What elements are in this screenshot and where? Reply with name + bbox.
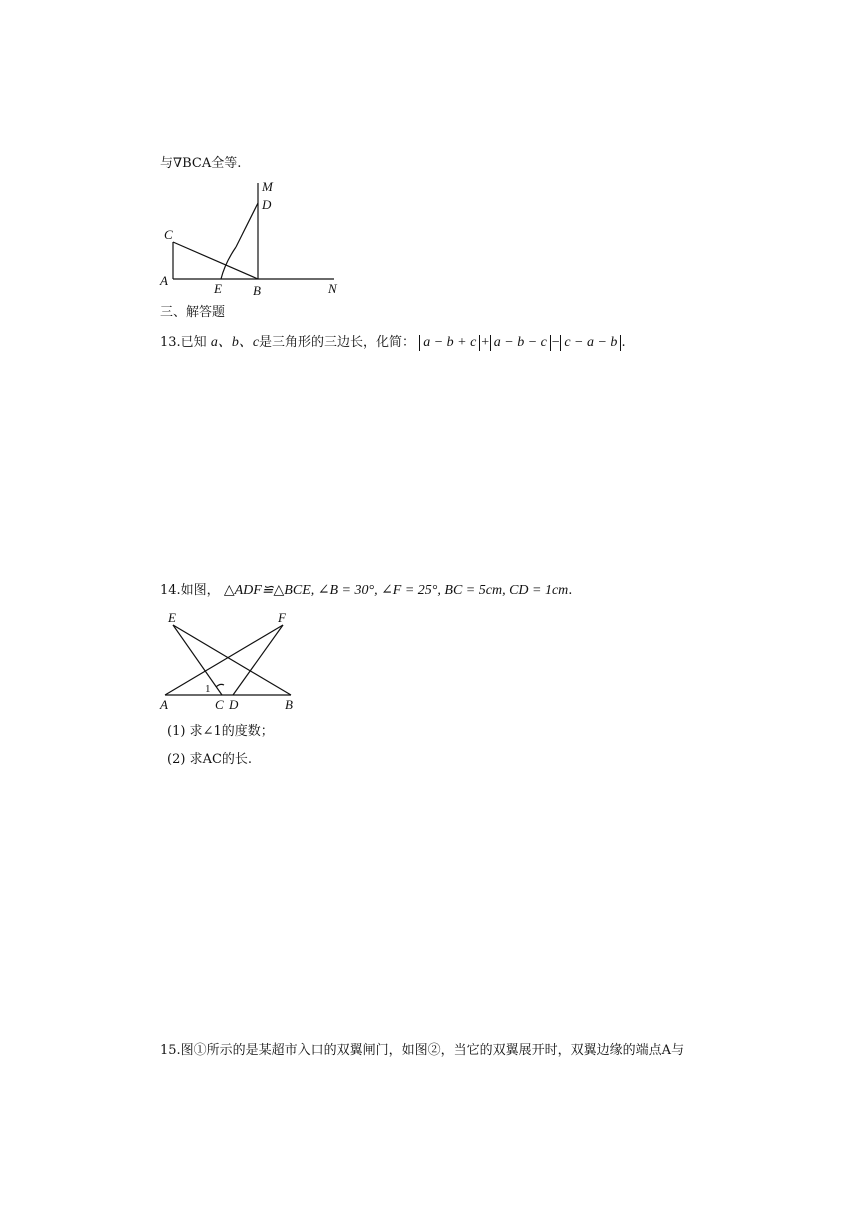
label-E: E: [168, 610, 176, 625]
label-C: C: [164, 227, 173, 242]
q13-plus: +: [480, 335, 490, 350]
label-angle-1: 1: [205, 683, 211, 695]
label-E: E: [214, 281, 222, 296]
question-14: [160, 582, 572, 600]
q14-part1-num: (1): [167, 724, 186, 739]
question-15: 15.图①所示的是某超市入口的双翼闸门，如图②，当它的双翼展开时，双翼边缘的端点A与: [160, 1043, 685, 1058]
q14-part1-text: 求∠1的度数；: [189, 724, 274, 739]
label-D: D: [262, 197, 272, 212]
q13-vars: a、b、c: [210, 335, 260, 350]
label-N: N: [328, 281, 337, 296]
segment-FD: [233, 625, 283, 695]
q14-condition: △ADF≌△BCE, ∠B = 30°, ∠F = 25°, BC = 5cm, CD = 1cm: [223, 583, 569, 598]
segment-EB: [173, 625, 291, 695]
q14-part2-text: 求AC的长.: [189, 752, 253, 767]
q13-end: .: [621, 335, 626, 350]
q14-part-1: [167, 723, 274, 741]
q14-prefix: 14.如图，: [160, 583, 220, 598]
label-M: M: [262, 179, 273, 194]
top-fragment: 与∇BCA全等.: [160, 156, 242, 171]
q14-part2-num: (2): [167, 752, 186, 767]
label-F: F: [278, 610, 286, 625]
question-13: [160, 334, 626, 352]
segment-CB: [173, 242, 258, 279]
q14-part-2: [167, 751, 252, 769]
label-A: A: [160, 273, 168, 288]
q13-expr3: c − a − b: [560, 335, 621, 351]
q14-end: .: [568, 583, 573, 598]
q13-expr2: a − b − c: [490, 335, 551, 351]
figure-1: [158, 175, 358, 305]
angle-1-arc: [216, 684, 224, 687]
label-B: B: [253, 283, 261, 298]
segment-DE: [236, 203, 258, 247]
section-title: 三、解答题: [160, 305, 226, 320]
q13-prefix: 13.已知: [160, 335, 207, 350]
label-C: C: [215, 697, 224, 712]
label-D: D: [229, 697, 239, 712]
arc-DE: [221, 247, 236, 279]
label-B: B: [285, 697, 293, 712]
segment-EC: [173, 625, 222, 695]
q13-minus: −: [550, 335, 561, 350]
figure-2: [158, 610, 318, 720]
q13-expr1: a − b + c: [419, 335, 480, 351]
q13-mid: 是三角形的三边长，化简：: [259, 335, 416, 350]
label-A: A: [160, 697, 168, 712]
